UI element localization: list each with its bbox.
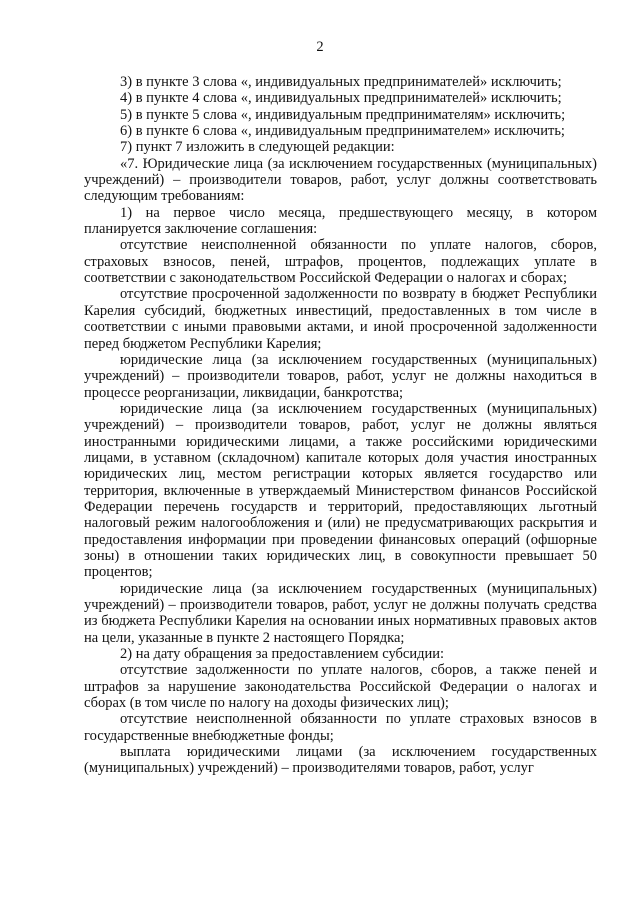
paragraph-subitem-1: 1) на первое число месяца, предшествующего месяцу, в котором планируется заключение соглашения: bbox=[84, 204, 597, 238]
document-body bbox=[84, 74, 597, 777]
paragraph-item-3: 3) в пункте 3 слова «, индивидуальных предпринимателей» исключить; bbox=[120, 74, 562, 90]
paragraph-requirement: отсутствие просроченной задолженности по возврату в бюджет Республики Карелия субсидий, бюджетных инвестиций, предоставленных в том числе в соответствии с иными правовыми актами, и иной просроченной задолженности перед бюджетом Республики Карелия; bbox=[84, 286, 597, 352]
paragraph-requirement: юридические лица (за исключением государственных (муниципальных) учреждений) – производители товаров, работ, услуг не должны являться иностранными юридическими лицами, а также российскими юридическими лицами, в уставном (складочном) капитале которых доля участия иностранных юридических лиц, местом регистрации которых является государство или территория, включенные в утверждаемый Министерством финансов Российской Федерации перечень государств и территорий, предоставляющих льготный налоговый режим налогообложения и (или) не предусматривающих раскрытия и предоставления информации при проведении финансовых операций (офшорные зоны) в отношении таких юридических лиц, в совокупности превышает 50 процентов; bbox=[84, 400, 597, 581]
paragraph-item-5: 5) в пункте 5 слова «, индивидуальным предпринимателям» исключить; bbox=[120, 106, 566, 123]
paragraph-requirement: отсутствие неисполненной обязанности по уплате налогов, сборов, страховых взносов, пеней, штрафов, процентов, подлежащих уплате в соответствии с законодательством Российской Федерации о налогах и сборах; bbox=[84, 237, 597, 287]
paragraph-requirement: выплата юридическими лицами (за исключением государственных (муниципальных) учреждений) – производителями товаров, работ, услуг bbox=[84, 744, 597, 777]
paragraph-point-7-intro: «7. Юридические лица (за исключением государственных (муниципальных) учреждений) – производители товаров, работ, услуг должны соответствовать следующим требованиям: bbox=[84, 155, 597, 205]
paragraph-item-7: 7) пункт 7 изложить в следующей редакции: bbox=[120, 139, 395, 156]
paragraph-requirement: отсутствие неисполненной обязанности по уплате страховых взносов в государственные внебюджетные фонды; bbox=[84, 711, 597, 744]
page-number: 2 bbox=[316, 39, 324, 55]
paragraph-requirement: юридические лица (за исключением государственных (муниципальных) учреждений) – производители товаров, работ, услуг не должны находиться в процессе реорганизации, ликвидации, банкротства; bbox=[84, 351, 597, 401]
paragraph-subitem-2: 2) на дату обращения за предоставлением субсидии: bbox=[120, 646, 445, 663]
paragraph-requirement: юридические лица (за исключением государственных (муниципальных) учреждений) – производители товаров, работ, услуг не должны получать средства из бюджета Республики Карелия на основании иных нормативных правовых актов на цели, указанные в пункте 2 настоящего Порядка; bbox=[84, 580, 597, 646]
paragraph-item-6: 6) в пункте 6 слова «, индивидуальным предпринимателем» исключить; bbox=[120, 123, 565, 140]
paragraph-requirement: отсутствие задолженности по уплате налогов, сборов, а также пеней и штрафов за нарушение законодательства Российской Федерации о налогах и сборах (в том числе по налогу на доходы физических лиц); bbox=[84, 662, 597, 712]
paragraph-item-4: 4) в пункте 4 слова «, индивидуальных предпринимателей» исключить; bbox=[120, 90, 562, 107]
